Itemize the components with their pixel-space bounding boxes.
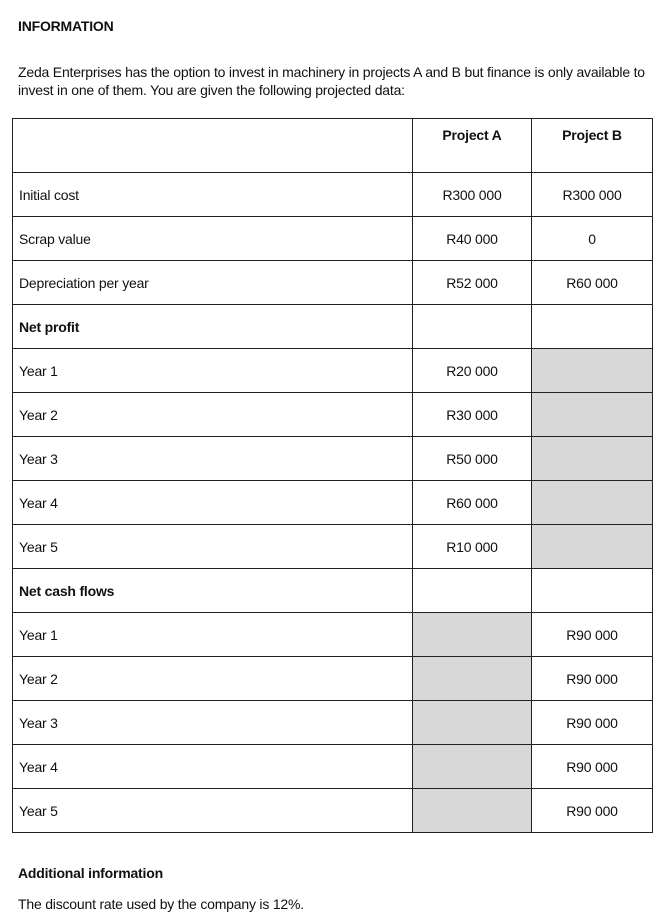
row-label-cell: Year 4 — [13, 481, 413, 525]
table-row — [13, 217, 653, 261]
project-a-cell — [413, 305, 532, 349]
table-body — [13, 173, 653, 833]
project-b-cell: R90 000 — [532, 789, 653, 833]
table-row — [13, 349, 653, 393]
intro-paragraph: Zeda Enterprises has the option to invest in machinery in projects A and B but finance is only available to invest in one of them. You are given the following projected data: — [18, 64, 645, 98]
table-row — [13, 393, 653, 437]
header-blank — [13, 119, 413, 173]
project-b-cell: R90 000 — [532, 613, 653, 657]
project-a-cell: R10 000 — [413, 525, 532, 569]
table-row — [13, 701, 653, 745]
table-row — [13, 261, 653, 305]
table-row — [13, 569, 653, 613]
row-label-cell: Depreciation per year — [13, 261, 413, 305]
project-b-cell: R60 000 — [532, 261, 653, 305]
project-a-cell — [413, 789, 532, 833]
table-row — [13, 481, 653, 525]
additional-info-text: The discount rate used by the company is 12%. — [18, 896, 304, 912]
table-row — [13, 173, 653, 217]
project-b-cell: R300 000 — [532, 173, 653, 217]
row-label-cell: Year 3 — [13, 701, 413, 745]
project-b-cell: R90 000 — [532, 657, 653, 701]
project-a-cell — [413, 657, 532, 701]
row-label-cell: Year 3 — [13, 437, 413, 481]
section-heading: INFORMATION — [18, 18, 114, 34]
project-a-cell: R52 000 — [413, 261, 532, 305]
row-label-cell: Scrap value — [13, 217, 413, 261]
project-a-cell — [413, 613, 532, 657]
row-label-cell: Year 2 — [13, 393, 413, 437]
project-a-cell — [413, 569, 532, 613]
project-b-cell — [532, 525, 653, 569]
header-project-b: Project B — [532, 119, 653, 173]
project-b-cell: R90 000 — [532, 701, 653, 745]
table-row — [13, 305, 653, 349]
table-row — [13, 437, 653, 481]
table-row — [13, 745, 653, 789]
projected-data-table — [12, 118, 653, 833]
project-a-cell — [413, 745, 532, 789]
row-label-cell: Initial cost — [13, 173, 413, 217]
project-b-cell: R90 000 — [532, 745, 653, 789]
row-label-cell: Year 1 — [13, 613, 413, 657]
project-b-cell — [532, 481, 653, 525]
project-a-cell: R50 000 — [413, 437, 532, 481]
table-row — [13, 525, 653, 569]
project-b-cell — [532, 437, 653, 481]
project-b-cell — [532, 393, 653, 437]
table-row — [13, 657, 653, 701]
project-a-cell: R60 000 — [413, 481, 532, 525]
project-b-cell — [532, 305, 653, 349]
row-label-cell: Year 4 — [13, 745, 413, 789]
row-label-cell: Year 1 — [13, 349, 413, 393]
project-a-cell: R300 000 — [413, 173, 532, 217]
project-b-cell — [532, 349, 653, 393]
row-label-cell: Year 2 — [13, 657, 413, 701]
project-b-cell: 0 — [532, 217, 653, 261]
project-a-cell — [413, 701, 532, 745]
table-row — [13, 789, 653, 833]
project-a-cell: R30 000 — [413, 393, 532, 437]
section-label-cell: Net cash flows — [13, 569, 413, 613]
row-label-cell: Year 5 — [13, 525, 413, 569]
table-header-row — [13, 119, 653, 173]
project-b-cell — [532, 569, 653, 613]
header-project-a: Project A — [413, 119, 532, 173]
row-label-cell: Year 5 — [13, 789, 413, 833]
section-label-cell: Net profit — [13, 305, 413, 349]
project-a-cell: R20 000 — [413, 349, 532, 393]
project-a-cell: R40 000 — [413, 217, 532, 261]
table-row — [13, 613, 653, 657]
additional-info-title: Additional information — [18, 865, 163, 881]
